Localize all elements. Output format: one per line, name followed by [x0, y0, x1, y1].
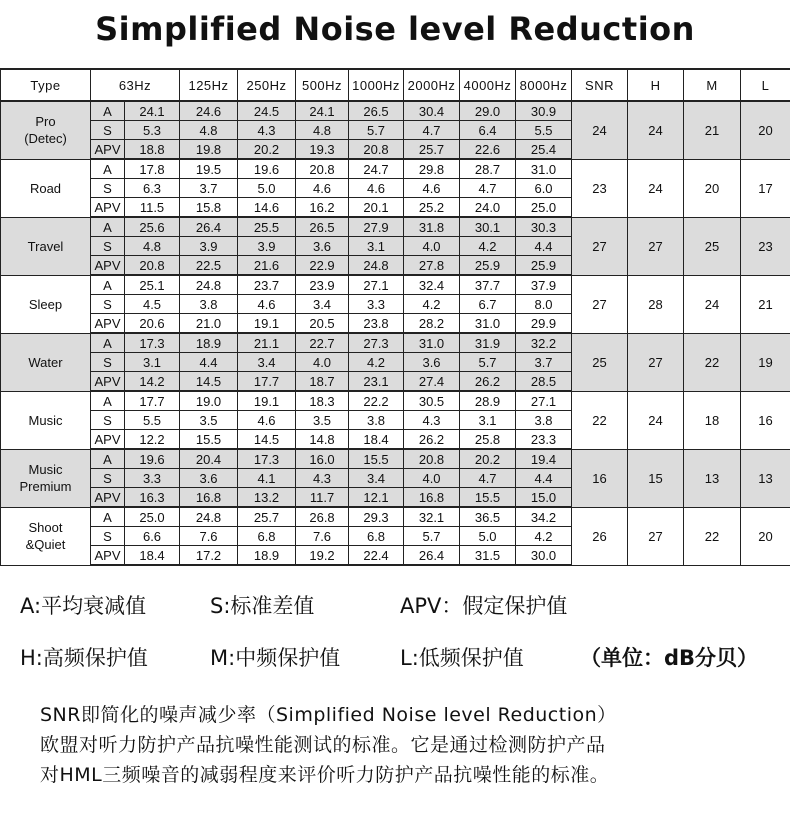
- freq-value: 22.5: [180, 256, 238, 276]
- freq-value: 15.5: [180, 430, 238, 450]
- freq-value: 16.2: [296, 198, 349, 218]
- freq-value: 6.6: [125, 527, 180, 546]
- table-row: [1, 217, 790, 237]
- stat-label: A: [91, 391, 125, 411]
- freq-value: 14.5: [180, 372, 238, 392]
- header-m: M: [684, 69, 741, 101]
- snr-table: [0, 68, 790, 566]
- freq-value: 12.2: [125, 430, 180, 450]
- table-row: [1, 275, 790, 295]
- freq-value: 17.2: [180, 546, 238, 566]
- freq-value: 4.1: [238, 469, 296, 488]
- freq-value: 4.3: [238, 121, 296, 140]
- freq-value: 18.3: [296, 391, 349, 411]
- freq-value: 22.6: [460, 140, 516, 160]
- freq-value: 16.8: [180, 488, 238, 508]
- stat-label: S: [91, 237, 125, 256]
- h-value: 27: [628, 507, 684, 565]
- freq-value: 32.1: [404, 507, 460, 527]
- m-value: 18: [684, 391, 741, 449]
- freq-value: 21.6: [238, 256, 296, 276]
- freq-value: 37.7: [460, 275, 516, 295]
- freq-value: 3.3: [349, 295, 404, 314]
- freq-value: 4.2: [460, 237, 516, 256]
- stat-label: APV: [91, 256, 125, 276]
- freq-value: 30.4: [404, 101, 460, 121]
- stat-label: S: [91, 179, 125, 198]
- freq-value: 3.9: [180, 237, 238, 256]
- stat-label: APV: [91, 546, 125, 566]
- freq-value: 23.1: [349, 372, 404, 392]
- header-500hz: 500Hz: [296, 69, 349, 101]
- stat-label: APV: [91, 314, 125, 334]
- freq-value: 31.0: [404, 333, 460, 353]
- h-value: 24: [628, 159, 684, 217]
- legend-l: L:低频保护值: [400, 646, 524, 670]
- freq-value: 5.7: [404, 527, 460, 546]
- mode-name: Music: [1, 391, 91, 449]
- stat-label: APV: [91, 430, 125, 450]
- freq-value: 24.8: [349, 256, 404, 276]
- snr-value: 27: [572, 217, 628, 275]
- freq-value: 31.8: [404, 217, 460, 237]
- freq-value: 14.6: [238, 198, 296, 218]
- mode-name: Sleep: [1, 275, 91, 333]
- freq-value: 37.9: [516, 275, 572, 295]
- freq-value: 6.8: [349, 527, 404, 546]
- freq-value: 3.8: [349, 411, 404, 430]
- freq-value: 30.0: [516, 546, 572, 566]
- description-line: 对HML三频噪音的减弱程度来评价听力防护产品抗噪性能的标准。: [40, 764, 610, 786]
- freq-value: 25.1: [125, 275, 180, 295]
- freq-value: 4.7: [460, 469, 516, 488]
- snr-value: 24: [572, 101, 628, 159]
- freq-value: 31.9: [460, 333, 516, 353]
- snr-value: 27: [572, 275, 628, 333]
- freq-value: 20.8: [125, 256, 180, 276]
- freq-value: 5.5: [125, 411, 180, 430]
- freq-value: 25.5: [238, 217, 296, 237]
- h-value: 15: [628, 449, 684, 507]
- m-value: 21: [684, 101, 741, 159]
- freq-value: 27.8: [404, 256, 460, 276]
- description-line: 欧盟对听力防护产品抗噪性能测试的标准。它是通过检测防护产品: [40, 734, 606, 756]
- freq-value: 15.5: [349, 449, 404, 469]
- stat-label: APV: [91, 140, 125, 160]
- freq-value: 3.1: [125, 353, 180, 372]
- freq-value: 23.9: [296, 275, 349, 295]
- freq-value: 3.8: [516, 411, 572, 430]
- freq-value: 24.8: [180, 507, 238, 527]
- header-8000hz: 8000Hz: [516, 69, 572, 101]
- freq-value: 23.3: [516, 430, 572, 450]
- freq-value: 7.6: [296, 527, 349, 546]
- freq-value: 6.7: [460, 295, 516, 314]
- freq-value: 21.1: [238, 333, 296, 353]
- freq-value: 19.0: [180, 391, 238, 411]
- table-row: [1, 391, 790, 411]
- freq-value: 4.7: [404, 121, 460, 140]
- freq-value: 18.8: [125, 140, 180, 160]
- freq-value: 4.4: [180, 353, 238, 372]
- freq-value: 20.8: [296, 159, 349, 179]
- freq-value: 16.0: [296, 449, 349, 469]
- mode-name: Water: [1, 333, 91, 391]
- freq-value: 28.9: [460, 391, 516, 411]
- l-value: 17: [741, 159, 790, 217]
- freq-value: 4.7: [460, 179, 516, 198]
- freq-value: 28.5: [516, 372, 572, 392]
- table-row: [1, 159, 790, 179]
- freq-value: 20.2: [238, 140, 296, 160]
- stat-label: S: [91, 527, 125, 546]
- freq-value: 4.4: [516, 237, 572, 256]
- freq-value: 3.4: [349, 469, 404, 488]
- legend-a: A:平均衰减值: [20, 594, 147, 618]
- freq-value: 30.1: [460, 217, 516, 237]
- freq-value: 27.1: [349, 275, 404, 295]
- m-value: 13: [684, 449, 741, 507]
- freq-value: 3.5: [180, 411, 238, 430]
- stat-label: A: [91, 275, 125, 295]
- freq-value: 25.0: [125, 507, 180, 527]
- freq-value: 20.2: [460, 449, 516, 469]
- freq-value: 26.5: [296, 217, 349, 237]
- freq-value: 18.4: [125, 546, 180, 566]
- freq-value: 13.2: [238, 488, 296, 508]
- freq-value: 5.7: [460, 353, 516, 372]
- freq-value: 25.6: [125, 217, 180, 237]
- freq-value: 4.8: [180, 121, 238, 140]
- freq-value: 18.7: [296, 372, 349, 392]
- stat-label: A: [91, 101, 125, 121]
- snr-value: 26: [572, 507, 628, 565]
- freq-value: 3.4: [238, 353, 296, 372]
- freq-value: 20.5: [296, 314, 349, 334]
- freq-value: 15.0: [516, 488, 572, 508]
- freq-value: 25.9: [516, 256, 572, 276]
- freq-value: 20.6: [125, 314, 180, 334]
- m-value: 25: [684, 217, 741, 275]
- header-250hz: 250Hz: [238, 69, 296, 101]
- snr-value: 25: [572, 333, 628, 391]
- freq-value: 21.0: [180, 314, 238, 334]
- freq-value: 30.5: [404, 391, 460, 411]
- freq-value: 25.2: [404, 198, 460, 218]
- freq-value: 6.3: [125, 179, 180, 198]
- table-row: [1, 507, 790, 527]
- freq-value: 6.8: [238, 527, 296, 546]
- freq-value: 3.6: [296, 237, 349, 256]
- freq-value: 3.3: [125, 469, 180, 488]
- freq-value: 26.5: [349, 101, 404, 121]
- m-value: 20: [684, 159, 741, 217]
- l-value: 20: [741, 507, 790, 565]
- freq-value: 19.8: [180, 140, 238, 160]
- snr-value: 16: [572, 449, 628, 507]
- l-value: 19: [741, 333, 790, 391]
- freq-value: 7.6: [180, 527, 238, 546]
- header-2000hz: 2000Hz: [404, 69, 460, 101]
- table-row: [1, 449, 790, 469]
- h-value: 28: [628, 275, 684, 333]
- freq-value: 4.6: [404, 179, 460, 198]
- freq-value: 14.8: [296, 430, 349, 450]
- freq-value: 26.4: [180, 217, 238, 237]
- freq-value: 32.4: [404, 275, 460, 295]
- freq-value: 30.3: [516, 217, 572, 237]
- freq-value: 5.7: [349, 121, 404, 140]
- freq-value: 18.9: [238, 546, 296, 566]
- freq-value: 24.7: [349, 159, 404, 179]
- freq-value: 25.7: [404, 140, 460, 160]
- freq-value: 5.0: [238, 179, 296, 198]
- freq-value: 26.4: [404, 546, 460, 566]
- legend-h: H:高频保护值: [20, 646, 148, 670]
- freq-value: 3.1: [349, 237, 404, 256]
- freq-value: 24.0: [460, 198, 516, 218]
- header-snr: SNR: [572, 69, 628, 101]
- freq-value: 4.5: [125, 295, 180, 314]
- freq-value: 3.8: [180, 295, 238, 314]
- freq-value: 19.2: [296, 546, 349, 566]
- snr-description: [40, 700, 780, 790]
- h-value: 24: [628, 101, 684, 159]
- stat-label: S: [91, 121, 125, 140]
- stat-label: A: [91, 449, 125, 469]
- legend-m: M:中频保护值: [210, 646, 341, 670]
- freq-value: 19.1: [238, 391, 296, 411]
- freq-value: 24.8: [180, 275, 238, 295]
- stat-label: APV: [91, 198, 125, 218]
- freq-value: 25.9: [460, 256, 516, 276]
- freq-value: 25.0: [516, 198, 572, 218]
- table-row: [1, 101, 790, 121]
- header-type: Type: [1, 69, 91, 101]
- freq-value: 17.8: [125, 159, 180, 179]
- freq-value: 36.5: [460, 507, 516, 527]
- freq-value: 20.8: [404, 449, 460, 469]
- freq-value: 20.1: [349, 198, 404, 218]
- freq-value: 4.2: [516, 527, 572, 546]
- freq-value: 18.4: [349, 430, 404, 450]
- freq-value: 3.1: [460, 411, 516, 430]
- freq-value: 4.0: [404, 469, 460, 488]
- stat-label: APV: [91, 372, 125, 392]
- freq-value: 24.5: [238, 101, 296, 121]
- freq-value: 17.7: [125, 391, 180, 411]
- freq-value: 29.8: [404, 159, 460, 179]
- stat-label: S: [91, 353, 125, 372]
- freq-value: 3.5: [296, 411, 349, 430]
- stat-label: APV: [91, 488, 125, 508]
- l-value: 20: [741, 101, 790, 159]
- freq-value: 22.7: [296, 333, 349, 353]
- h-value: 27: [628, 217, 684, 275]
- freq-value: 15.8: [180, 198, 238, 218]
- freq-value: 14.5: [238, 430, 296, 450]
- freq-value: 22.4: [349, 546, 404, 566]
- freq-value: 3.9: [238, 237, 296, 256]
- header-1000hz: 1000Hz: [349, 69, 404, 101]
- stat-label: S: [91, 411, 125, 430]
- freq-value: 22.2: [349, 391, 404, 411]
- l-value: 21: [741, 275, 790, 333]
- freq-value: 26.8: [296, 507, 349, 527]
- legend-s: S:标准差值: [210, 594, 315, 618]
- freq-value: 19.6: [125, 449, 180, 469]
- freq-value: 19.5: [180, 159, 238, 179]
- mode-name: Travel: [1, 217, 91, 275]
- freq-value: 5.3: [125, 121, 180, 140]
- freq-value: 5.0: [460, 527, 516, 546]
- freq-value: 4.6: [349, 179, 404, 198]
- freq-value: 31.0: [460, 314, 516, 334]
- freq-value: 4.0: [404, 237, 460, 256]
- freq-value: 24.1: [125, 101, 180, 121]
- freq-value: 6.0: [516, 179, 572, 198]
- stat-label: S: [91, 295, 125, 314]
- freq-value: 20.4: [180, 449, 238, 469]
- freq-value: 30.9: [516, 101, 572, 121]
- freq-value: 11.5: [125, 198, 180, 218]
- freq-value: 6.4: [460, 121, 516, 140]
- freq-value: 4.6: [238, 411, 296, 430]
- m-value: 22: [684, 333, 741, 391]
- freq-value: 3.6: [180, 469, 238, 488]
- freq-value: 15.5: [460, 488, 516, 508]
- stat-label: A: [91, 333, 125, 353]
- freq-value: 4.2: [404, 295, 460, 314]
- freq-value: 24.6: [180, 101, 238, 121]
- stat-label: S: [91, 469, 125, 488]
- freq-value: 29.3: [349, 507, 404, 527]
- freq-value: 26.2: [460, 372, 516, 392]
- freq-value: 17.7: [238, 372, 296, 392]
- freq-value: 26.2: [404, 430, 460, 450]
- freq-value: 22.9: [296, 256, 349, 276]
- freq-value: 4.4: [516, 469, 572, 488]
- freq-value: 25.4: [516, 140, 572, 160]
- freq-value: 28.7: [460, 159, 516, 179]
- mode-name: Pro (Detec): [1, 101, 91, 159]
- freq-value: 29.0: [460, 101, 516, 121]
- h-value: 27: [628, 333, 684, 391]
- freq-value: 24.1: [296, 101, 349, 121]
- m-value: 22: [684, 507, 741, 565]
- freq-value: 27.1: [516, 391, 572, 411]
- header-4000hz: 4000Hz: [460, 69, 516, 101]
- freq-value: 4.6: [296, 179, 349, 198]
- mode-name: Road: [1, 159, 91, 217]
- l-value: 16: [741, 391, 790, 449]
- l-value: 23: [741, 217, 790, 275]
- h-value: 24: [628, 391, 684, 449]
- freq-value: 16.8: [404, 488, 460, 508]
- freq-value: 4.2: [349, 353, 404, 372]
- l-value: 13: [741, 449, 790, 507]
- freq-value: 12.1: [349, 488, 404, 508]
- description-line: SNR即简化的噪声减少率（Simplified Noise level Reduction）: [40, 704, 617, 726]
- freq-value: 34.2: [516, 507, 572, 527]
- freq-value: 25.7: [238, 507, 296, 527]
- freq-value: 4.3: [296, 469, 349, 488]
- legend-apv: APV：假定保护值: [400, 594, 568, 618]
- m-value: 24: [684, 275, 741, 333]
- freq-value: 23.7: [238, 275, 296, 295]
- freq-value: 3.6: [404, 353, 460, 372]
- table-row: [1, 333, 790, 353]
- mode-name: Music Premium: [1, 449, 91, 507]
- header-row: [1, 69, 790, 101]
- freq-value: 25.8: [460, 430, 516, 450]
- freq-value: 14.2: [125, 372, 180, 392]
- freq-value: 20.8: [349, 140, 404, 160]
- legend-unit: （单位：dB分贝）: [580, 646, 759, 670]
- freq-value: 4.8: [296, 121, 349, 140]
- freq-value: 11.7: [296, 488, 349, 508]
- freq-value: 3.7: [516, 353, 572, 372]
- freq-value: 19.3: [296, 140, 349, 160]
- stat-label: A: [91, 159, 125, 179]
- mode-name: Shoot &Quiet: [1, 507, 91, 565]
- freq-value: 4.0: [296, 353, 349, 372]
- header-l: L: [741, 69, 790, 101]
- freq-value: 16.3: [125, 488, 180, 508]
- snr-value: 23: [572, 159, 628, 217]
- page-title: Simplified Noise level Reduction: [95, 10, 695, 48]
- stat-label: A: [91, 217, 125, 237]
- header-h: H: [628, 69, 684, 101]
- freq-value: 28.2: [404, 314, 460, 334]
- freq-value: 31.5: [460, 546, 516, 566]
- header-63hz: 63Hz: [91, 69, 180, 101]
- freq-value: 32.2: [516, 333, 572, 353]
- header-125hz: 125Hz: [180, 69, 238, 101]
- freq-value: 3.7: [180, 179, 238, 198]
- freq-value: 19.1: [238, 314, 296, 334]
- snr-value: 22: [572, 391, 628, 449]
- freq-value: 27.9: [349, 217, 404, 237]
- freq-value: 27.4: [404, 372, 460, 392]
- freq-value: 4.3: [404, 411, 460, 430]
- freq-value: 19.6: [238, 159, 296, 179]
- freq-value: 17.3: [238, 449, 296, 469]
- freq-value: 23.8: [349, 314, 404, 334]
- freq-value: 4.6: [238, 295, 296, 314]
- freq-value: 27.3: [349, 333, 404, 353]
- freq-value: 29.9: [516, 314, 572, 334]
- freq-value: 8.0: [516, 295, 572, 314]
- freq-value: 3.4: [296, 295, 349, 314]
- freq-value: 18.9: [180, 333, 238, 353]
- freq-value: 19.4: [516, 449, 572, 469]
- freq-value: 31.0: [516, 159, 572, 179]
- freq-value: 5.5: [516, 121, 572, 140]
- freq-value: 17.3: [125, 333, 180, 353]
- stat-label: A: [91, 507, 125, 527]
- freq-value: 4.8: [125, 237, 180, 256]
